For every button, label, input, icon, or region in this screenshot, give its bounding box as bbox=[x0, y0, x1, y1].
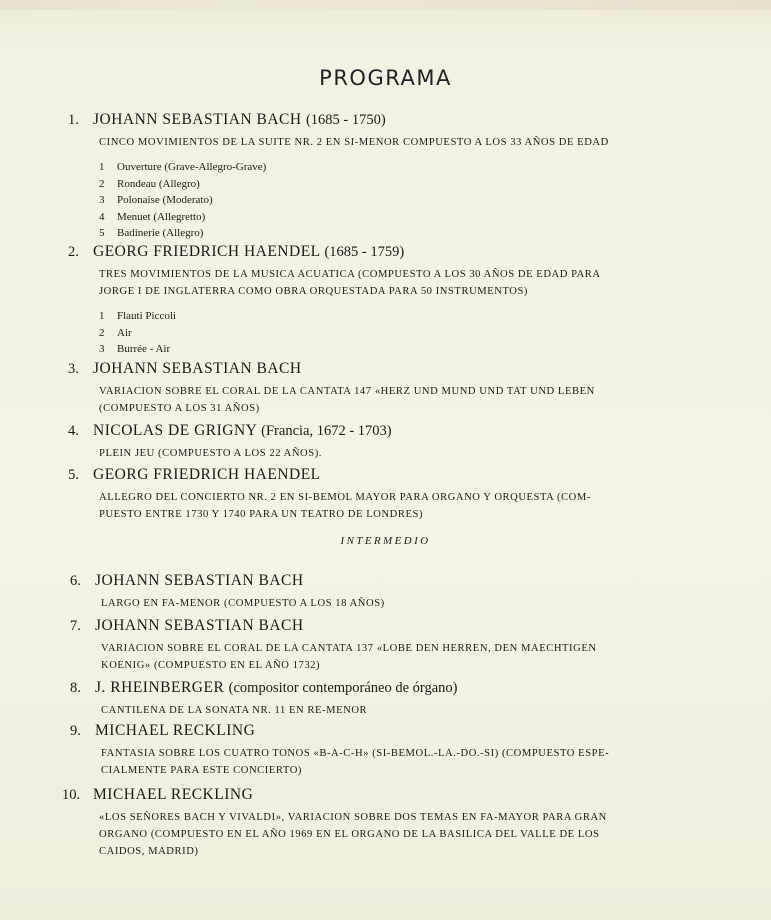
program-item-header bbox=[68, 110, 688, 134]
program-item bbox=[70, 616, 690, 674]
movement-label: Ouverture (Grave-Allegro-Grave) bbox=[117, 161, 267, 173]
movement-label: Badinerie (Allegro) bbox=[117, 227, 204, 239]
movement-number: 3 bbox=[99, 343, 105, 355]
composer-name-line bbox=[95, 721, 255, 741]
movement-item bbox=[99, 308, 688, 325]
composer-name: NICOLAS DE GRIGNY bbox=[93, 422, 257, 439]
movement-label: Polonaise (Moderato) bbox=[117, 194, 213, 206]
composer-name: GEORG FRIEDRICH HAENDEL bbox=[93, 243, 321, 260]
movement-number: 3 bbox=[99, 194, 105, 206]
intermission-label: INTERMEDIO bbox=[340, 535, 431, 547]
work-description bbox=[99, 266, 689, 300]
composer-name-line bbox=[93, 421, 392, 441]
composer-name-line bbox=[95, 678, 458, 698]
item-number: 7. bbox=[70, 618, 81, 634]
composer-name-line bbox=[93, 785, 253, 805]
composer-name-line bbox=[93, 465, 321, 485]
movement-label: Flauti Piccoli bbox=[117, 310, 176, 322]
program-item bbox=[70, 721, 690, 779]
item-number: 5. bbox=[68, 467, 79, 483]
description-line: TRES MOVIMIENTOS DE LA MUSICA ACUATICA (COMPUESTO A LOS 30 AÑOS DE EDAD PARA bbox=[99, 269, 601, 280]
program-item bbox=[68, 421, 688, 462]
movement-label: Air bbox=[117, 326, 132, 339]
program-item-header bbox=[68, 359, 688, 383]
work-description bbox=[99, 134, 689, 151]
description-line: LARGO EN FA-MENOR (COMPUESTO A LOS 18 AÑOS) bbox=[101, 598, 385, 609]
description-line: CANTILENA DE LA SONATA NR. 11 EN RE-MENOR bbox=[101, 705, 368, 716]
program-item bbox=[70, 678, 690, 719]
program-item-header bbox=[70, 678, 690, 702]
program-item bbox=[68, 242, 688, 358]
composer-name: JOHANN SEBASTIAN BACH bbox=[93, 111, 302, 128]
composer-name: GEORG FRIEDRICH HAENDEL bbox=[93, 466, 321, 483]
program-item bbox=[68, 465, 688, 523]
description-line: ORGANO (COMPUESTO EN EL AÑO 1969 EN EL ORGANO DE LA BASILICA DEL VALLE DE LOS bbox=[99, 829, 600, 840]
composer-name: JOHANN SEBASTIAN BACH bbox=[95, 617, 304, 634]
work-description bbox=[101, 702, 691, 719]
description-line: CIALMENTE PARA ESTE CONCIERTO) bbox=[101, 765, 302, 776]
item-number: 10. bbox=[62, 787, 81, 803]
program-item-header bbox=[70, 616, 690, 640]
movement-item bbox=[99, 159, 688, 176]
movement-list bbox=[99, 159, 688, 242]
work-description bbox=[99, 809, 689, 860]
work-description bbox=[101, 640, 691, 674]
movement-label: Burrée - Air bbox=[117, 343, 171, 355]
composer-name: J. RHEINBERGER bbox=[95, 679, 225, 696]
item-number: 1. bbox=[68, 112, 79, 128]
work-description bbox=[99, 383, 689, 417]
description-line: VARIACION SOBRE EL CORAL DE LA CANTATA 147 «HERZ UND MUND UND TAT UND LEBEN bbox=[99, 386, 595, 397]
description-line: VARIACION SOBRE EL CORAL DE LA CANTATA 137 «LOBE DEN HERREN, DEN MAECHTIGEN bbox=[101, 643, 597, 654]
composer-name-line bbox=[95, 571, 304, 591]
description-line: CINCO MOVIMIENTOS DE LA SUITE NR. 2 EN SI-MENOR COMPUESTO A LOS 33 AÑOS DE EDAD bbox=[99, 137, 609, 148]
work-description bbox=[99, 489, 689, 523]
page-top-edge bbox=[0, 0, 771, 10]
movement-item bbox=[99, 192, 688, 209]
composer-name: MICHAEL RECKLING bbox=[95, 722, 256, 739]
item-number: 2. bbox=[68, 244, 79, 260]
item-number: 4. bbox=[68, 423, 79, 439]
composer-name-line bbox=[93, 110, 386, 130]
description-line: (COMPUESTO A LOS 31 AÑOS) bbox=[99, 403, 260, 414]
movement-number: 4 bbox=[99, 210, 105, 223]
description-line: PLEIN JEU (COMPUESTO A LOS 22 AÑOS). bbox=[99, 448, 322, 459]
description-line: CAIDOS, MADRID) bbox=[99, 846, 199, 857]
program-item bbox=[70, 571, 690, 612]
composer-name-line bbox=[93, 359, 302, 379]
program-item-header bbox=[70, 571, 690, 595]
description-line: PUESTO ENTRE 1730 Y 1740 PARA UN TEATRO DE LONDRES) bbox=[99, 509, 424, 520]
composer-name: MICHAEL RECKLING bbox=[93, 786, 254, 803]
work-description bbox=[101, 595, 691, 612]
program-item-header bbox=[62, 785, 682, 809]
composer-dates: (compositor contemporáneo de órgano) bbox=[228, 680, 458, 696]
composer-dates: (Francia, 1672 - 1703) bbox=[261, 423, 392, 439]
page-title: PROGRAMA bbox=[319, 66, 452, 90]
movement-item bbox=[99, 225, 688, 242]
program-item-header bbox=[70, 721, 690, 745]
movement-list bbox=[99, 308, 688, 358]
movement-item bbox=[99, 176, 688, 193]
composer-name-line bbox=[93, 242, 404, 262]
movement-number: 5 bbox=[99, 227, 105, 239]
movement-label: Rondeau (Allegro) bbox=[117, 177, 200, 190]
movement-number: 1 bbox=[99, 310, 105, 322]
description-line: FANTASIA SOBRE LOS CUATRO TONOS «B-A-C-H» (SI-BEMOL.-LA.-DO.-SI) (COMPUESTO ESPE- bbox=[101, 748, 610, 759]
movement-item bbox=[99, 341, 688, 358]
composer-name-line bbox=[95, 616, 304, 636]
movement-number: 2 bbox=[99, 326, 105, 339]
movement-item bbox=[99, 209, 688, 226]
program-item-header bbox=[68, 421, 688, 445]
item-number: 8. bbox=[70, 680, 81, 696]
composer-name: JOHANN SEBASTIAN BACH bbox=[95, 572, 304, 589]
program-item bbox=[62, 785, 682, 860]
program-item-header bbox=[68, 242, 688, 266]
work-description bbox=[101, 745, 691, 779]
item-number: 9. bbox=[70, 723, 81, 739]
composer-dates: (1685 - 1759) bbox=[324, 244, 405, 260]
program-item bbox=[68, 110, 688, 242]
description-line: KOENIG» (COMPUESTO EN EL AÑO 1732) bbox=[101, 660, 321, 671]
movement-number: 2 bbox=[99, 177, 105, 190]
description-line: «LOS SEÑORES BACH Y VIVALDI», VARIACION SOBRE DOS TEMAS EN FA-MAYOR PARA GRAN bbox=[99, 812, 607, 823]
movement-label: Menuet (Allegretto) bbox=[117, 210, 206, 223]
description-line: ALLEGRO DEL CONCIERTO NR. 2 EN SI-BEMOL MAYOR PARA ORGANO Y ORQUESTA (COM- bbox=[99, 492, 591, 503]
work-description bbox=[99, 445, 689, 462]
item-number: 3. bbox=[68, 361, 79, 377]
movement-item bbox=[99, 325, 688, 342]
composer-dates: (1685 - 1750) bbox=[305, 112, 386, 128]
composer-name: JOHANN SEBASTIAN BACH bbox=[93, 360, 302, 377]
program-item bbox=[68, 359, 688, 417]
description-line: JORGE I DE INGLATERRA COMO OBRA ORQUESTADA PARA 50 INSTRUMENTOS) bbox=[99, 286, 529, 297]
movement-number: 1 bbox=[99, 161, 105, 173]
program-item-header bbox=[68, 465, 688, 489]
item-number: 6. bbox=[70, 573, 81, 589]
